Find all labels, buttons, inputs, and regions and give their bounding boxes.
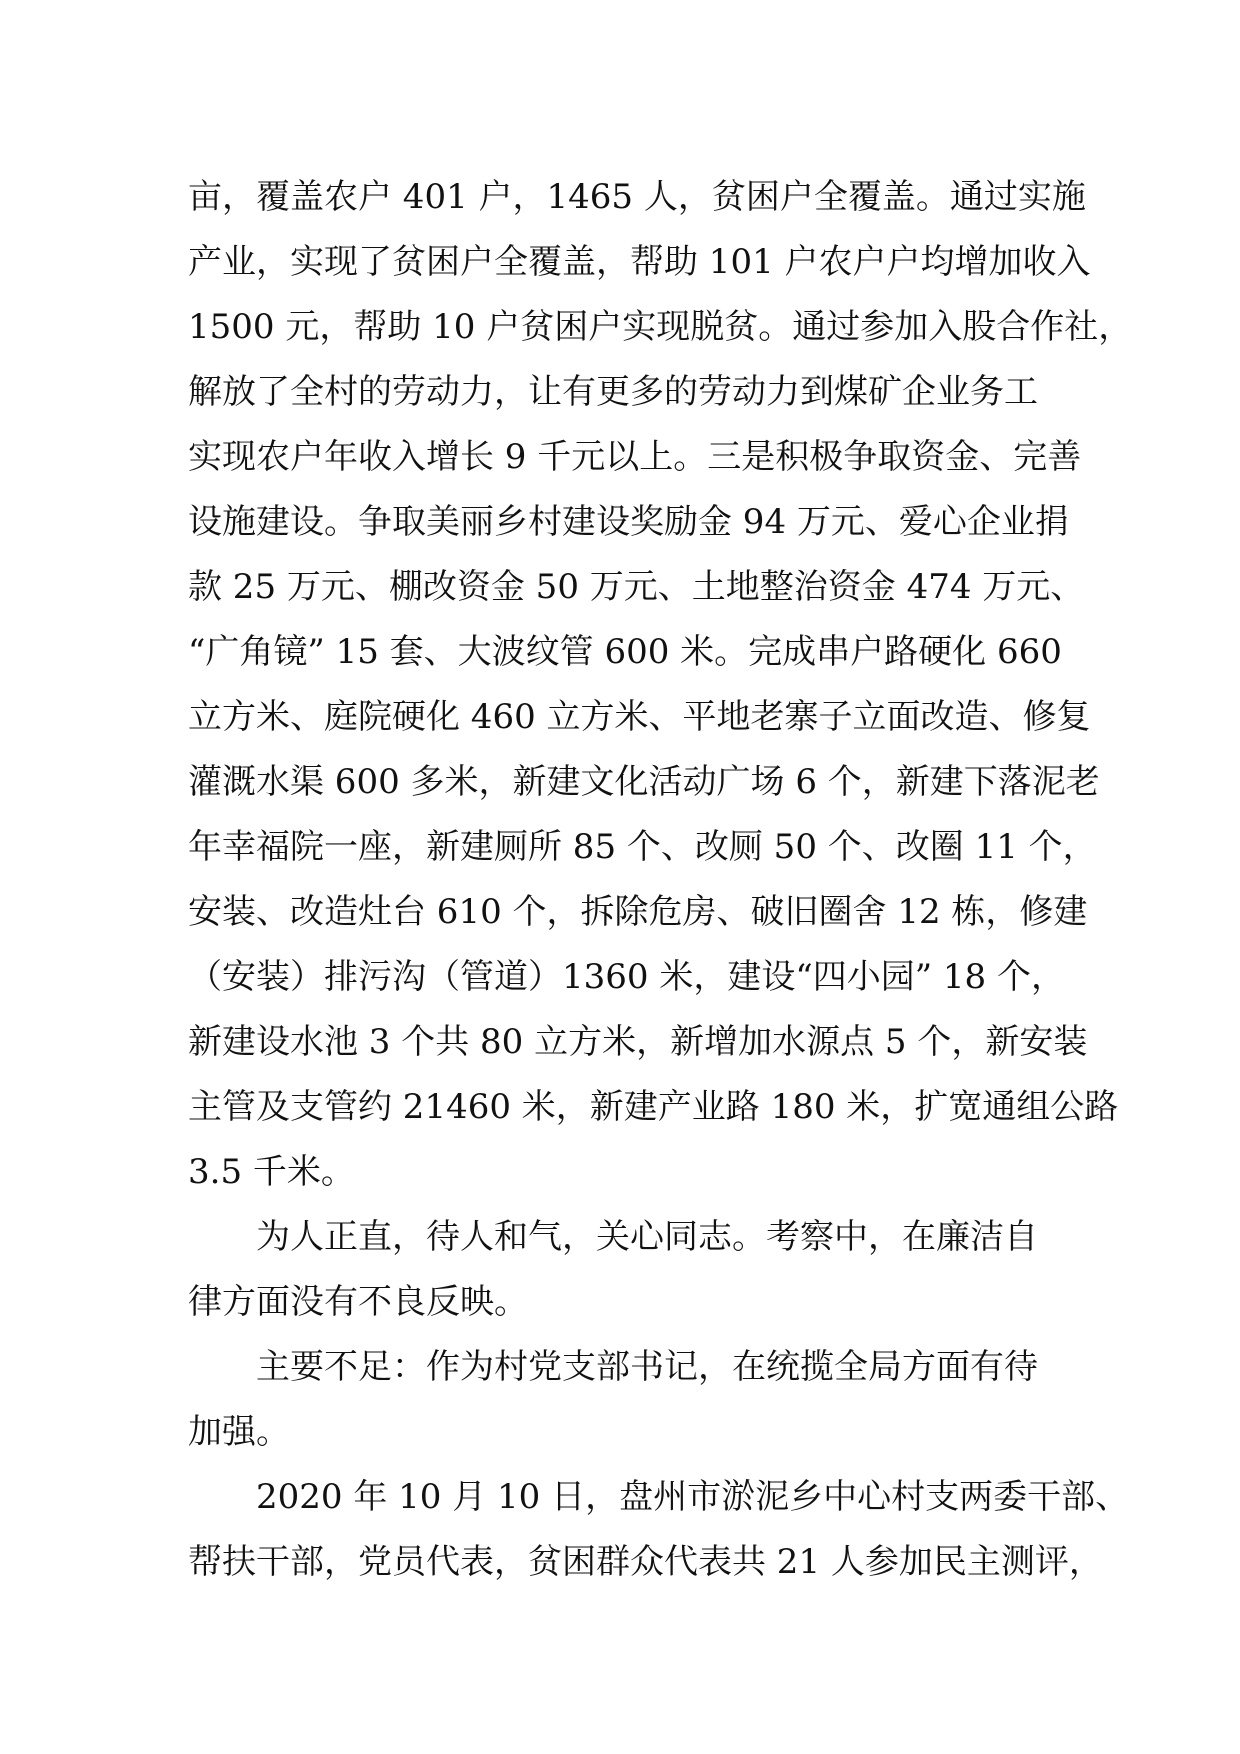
text-line: 1500 元，帮助 10 户贫困户实现脱贫。通过参加入股合作社， <box>188 307 1133 347</box>
paragraph-start-line: 主要不足：作为村党支部书记，在统揽全局方面有待 <box>256 1347 1038 1387</box>
text-line: 立方米、庭院硬化 460 立方米、平地老寨子立面改造、修复 <box>188 697 1091 737</box>
text-line: “广角镜” 15 套、大波纹管 600 米。完成串户路硬化 660 <box>188 632 1062 672</box>
text-line: 实现农户年收入增长 9 千元以上。三是积极争取资金、完善 <box>188 437 1082 477</box>
text-line: 安装、改造灶台 610 个，拆除危房、破旧圈舍 12 栋，修建 <box>188 892 1088 932</box>
text-line: 产业，实现了贫困户全覆盖，帮助 101 户农户户均增加收入 <box>188 242 1091 282</box>
text-line: 加强。 <box>188 1412 290 1452</box>
text-line: 设施建设。争取美丽乡村建设奖励金 94 万元、爱心企业捐 <box>188 502 1069 542</box>
text-line: 律方面没有不良反映。 <box>188 1282 528 1322</box>
text-line: 解放了全村的劳动力，让有更多的劳动力到煤矿企业务工 <box>188 372 1038 412</box>
text-line: 帮扶干部，党员代表，贫困群众代表共 21 人参加民主测评， <box>188 1542 1103 1582</box>
body-text <box>188 165 1133 1595</box>
paragraph-start-line: 2020 年 10 月 10 日，盘州市淤泥乡中心村支两委干部、 <box>256 1477 1130 1517</box>
text-line: （安装）排污沟（管道）1360 米，建设“四小园” 18 个， <box>188 957 1065 997</box>
paragraph-start-line: 为人正直，待人和气，关心同志。考察中，在廉洁自 <box>256 1217 1038 1257</box>
text-line: 款 25 万元、棚改资金 50 万元、土地整治资金 474 万元、 <box>188 567 1085 607</box>
text-line: 3.5 千米。 <box>188 1152 355 1192</box>
text-line: 亩，覆盖农户 401 户，1465 人，贫困户全覆盖。通过实施 <box>188 177 1086 217</box>
text-line: 主管及支管约 21460 米，新建产业路 180 米，扩宽通组公路 <box>188 1087 1119 1127</box>
text-line: 灌溉水渠 600 多米，新建文化活动广场 6 个，新建下落泥老 <box>188 762 1100 802</box>
text-line: 新建设水池 3 个共 80 立方米，新增加水源点 5 个，新安装 <box>188 1022 1088 1062</box>
text-line: 年幸福院一座，新建厕所 85 个、改厕 50 个、改圈 11 个， <box>188 827 1097 867</box>
